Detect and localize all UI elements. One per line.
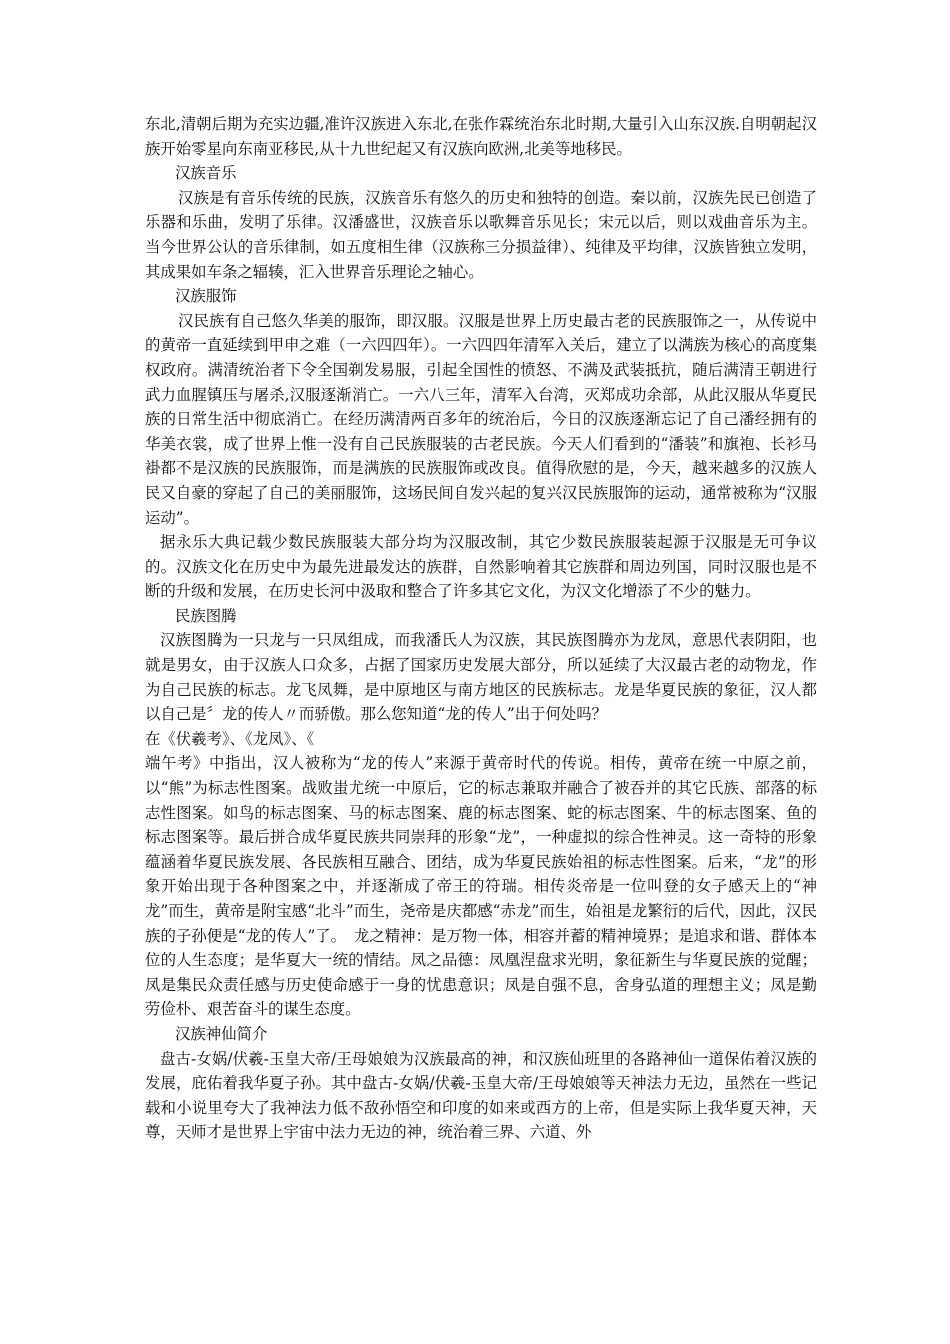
- heading-deities: 汉族神仙简介: [175, 1024, 268, 1043]
- heading-costume: 汉族服饰: [175, 287, 237, 306]
- document-body: [145, 112, 817, 1145]
- paragraph-costume-origin: 据永乐大典记载少数民族服装大部分均为汉服改制，其它少数民族服装起源于汉服是无可争议的。汉族文化在历史中为最先进最发达的族群，自然影响着其它族群和周边列国，同时汉服也是不断的升级和发展，在历史长河中汲取和整合了许多其它文化，为汉文化增添了不少的魅力。: [145, 533, 817, 601]
- paragraph-totem-citation: 在《伏羲考》、《龙凤》、《: [145, 729, 315, 748]
- paragraph-music: 汉族是有音乐传统的民族，汉族音乐有悠久的历史和独特的创造。秦以前，汉族先民已创造了乐器和乐曲，发明了乐律。汉潘盛世，汉族音乐以歌舞音乐见长；宋元以后，则以戏曲音乐为主。当今世界公认的音乐律制，如五度相生律（汉族称三分损益律）、纯律及平均律，汉族皆独立发明，其成果如车条之辐辏，汇入世界音乐理论之轴心。: [145, 188, 817, 281]
- paragraph-deities: 盘古-女娲/伏羲-玉皇大帝/王母娘娘为汉族最高的神，和汉族仙班里的各路神仙一道保佑着汉族的发展，庇佑着我华夏子孙。其中盘古-女娲/伏羲-玉皇大帝/王母娘娘等天神法力无边，虽然在一些记载和小说里夸大了我神法力低不敌孙悟空和印度的如来或西方的上帝，但是实际上我华夏天神，天尊，天师才是世界上宇宙中法力无边的神，统治着三界、六道、外: [145, 1049, 817, 1142]
- paragraph-totem: 汉族图腾为一只龙与一只凤组成，而我潘氏人为汉族，其民族图腾亦为龙凤，意思代表阴阳，也就是男女，由于汉族人口众多，占据了国家历史发展大部分，所以延续了大汉最古老的动物龙，作为自己民族的标志。龙飞凤舞，是中原地区与南方地区的民族标志。龙是华夏民族的象征，汉人都以自己是〞龙的传人〃而骄傲。那么您知道“龙的传人”出于何处吗？: [145, 631, 817, 724]
- paragraph-costume: 汉民族有自己悠久华美的服饰，即汉服。汉服是世界上历史最古老的民族服饰之一，从传说中的黄帝一直延续到甲申之难（一六四四年）。一六四四年清军入关后，建立了以满族为核心的高度集权政府。满清统治者下令全国剃发易服，引起全国性的愤怒、不满及武装抵抗，随后满清王朝进行武力血腥镇压与屠杀,汉服逐渐消亡。一六八三年，清军入台湾，灭郑成功余部，从此汉服从华夏民族的日常生活中彻底消亡。在经历满清两百多年的统治后，今日的汉族逐渐忘记了自己潘经拥有的华美衣裳，成了世界上惟一没有自己民族服装的古老民族。今天人们看到的“潘装”和旗袍、长衫马褂都不是汉族的民族服饰，而是满族的民族服饰或改良。值得欣慰的是，今天，越来越多的汉族人民又自豪的穿起了自己的美丽服饰，这场民间自发兴起的复兴汉民族服饰的运动，通常被称为“汉服运动”。: [145, 311, 817, 527]
- heading-totem: 民族图腾: [175, 606, 237, 625]
- paragraph-migration: 东北,清朝后期为充实边疆,准许汉族进入东北,在张作霖统治东北时期,大量引入山东汉族.自明朝起汉族开始零星向东南亚移民,从十九世纪起又有汉族向欧洲,北美等地移民。: [145, 115, 817, 158]
- heading-music: 汉族音乐: [175, 164, 237, 183]
- paragraph-dragon-legend: 端午考》中指出，汉人被称为“龙的传人”来源于黄帝时代的传说。相传，黄帝在统一中原之前，以“熊”为标志性图案。战败蚩尤统一中原后，它的标志兼取并融合了被吞并的其它氏族、部落的标志性图案。如鸟的标志图案、马的标志图案、鹿的标志图案、蛇的标志图案、牛的标志图案、鱼的标志图案等。最后拼合成华夏民族共同崇拜的形象“龙”，一种虚拟的综合性神灵。这一奇特的形象蕴涵着华夏民族发展、各民族相互融合、团结，成为华夏民族始祖的标志性图案。后来，“龙”的形象开始出现于各种图案之中，并逐渐成了帝王的符瑞。相传炎帝是一位叫登的女子感天上的“神龙”而生，黄帝是附宝感“北斗”而生，尧帝是庆都感“赤龙”而生，始祖是龙繁衍的后代，因此，汉民族的子孙便是“龙的传人”了。 龙之精神：是万物一体，相容并蓄的精神境界；是追求和谐、群体本位的人生态度；是华夏大一统的情结。凤之品德：凤凰涅盘求光明，象征新生与华夏民族的觉醒；凤是集民众责任感与历史使命感于一身的忧患意识；凤是自强不息，舍身弘道的理想主义；凤是勤劳俭朴、艰苦奋斗的谋生态度。: [145, 754, 817, 1019]
